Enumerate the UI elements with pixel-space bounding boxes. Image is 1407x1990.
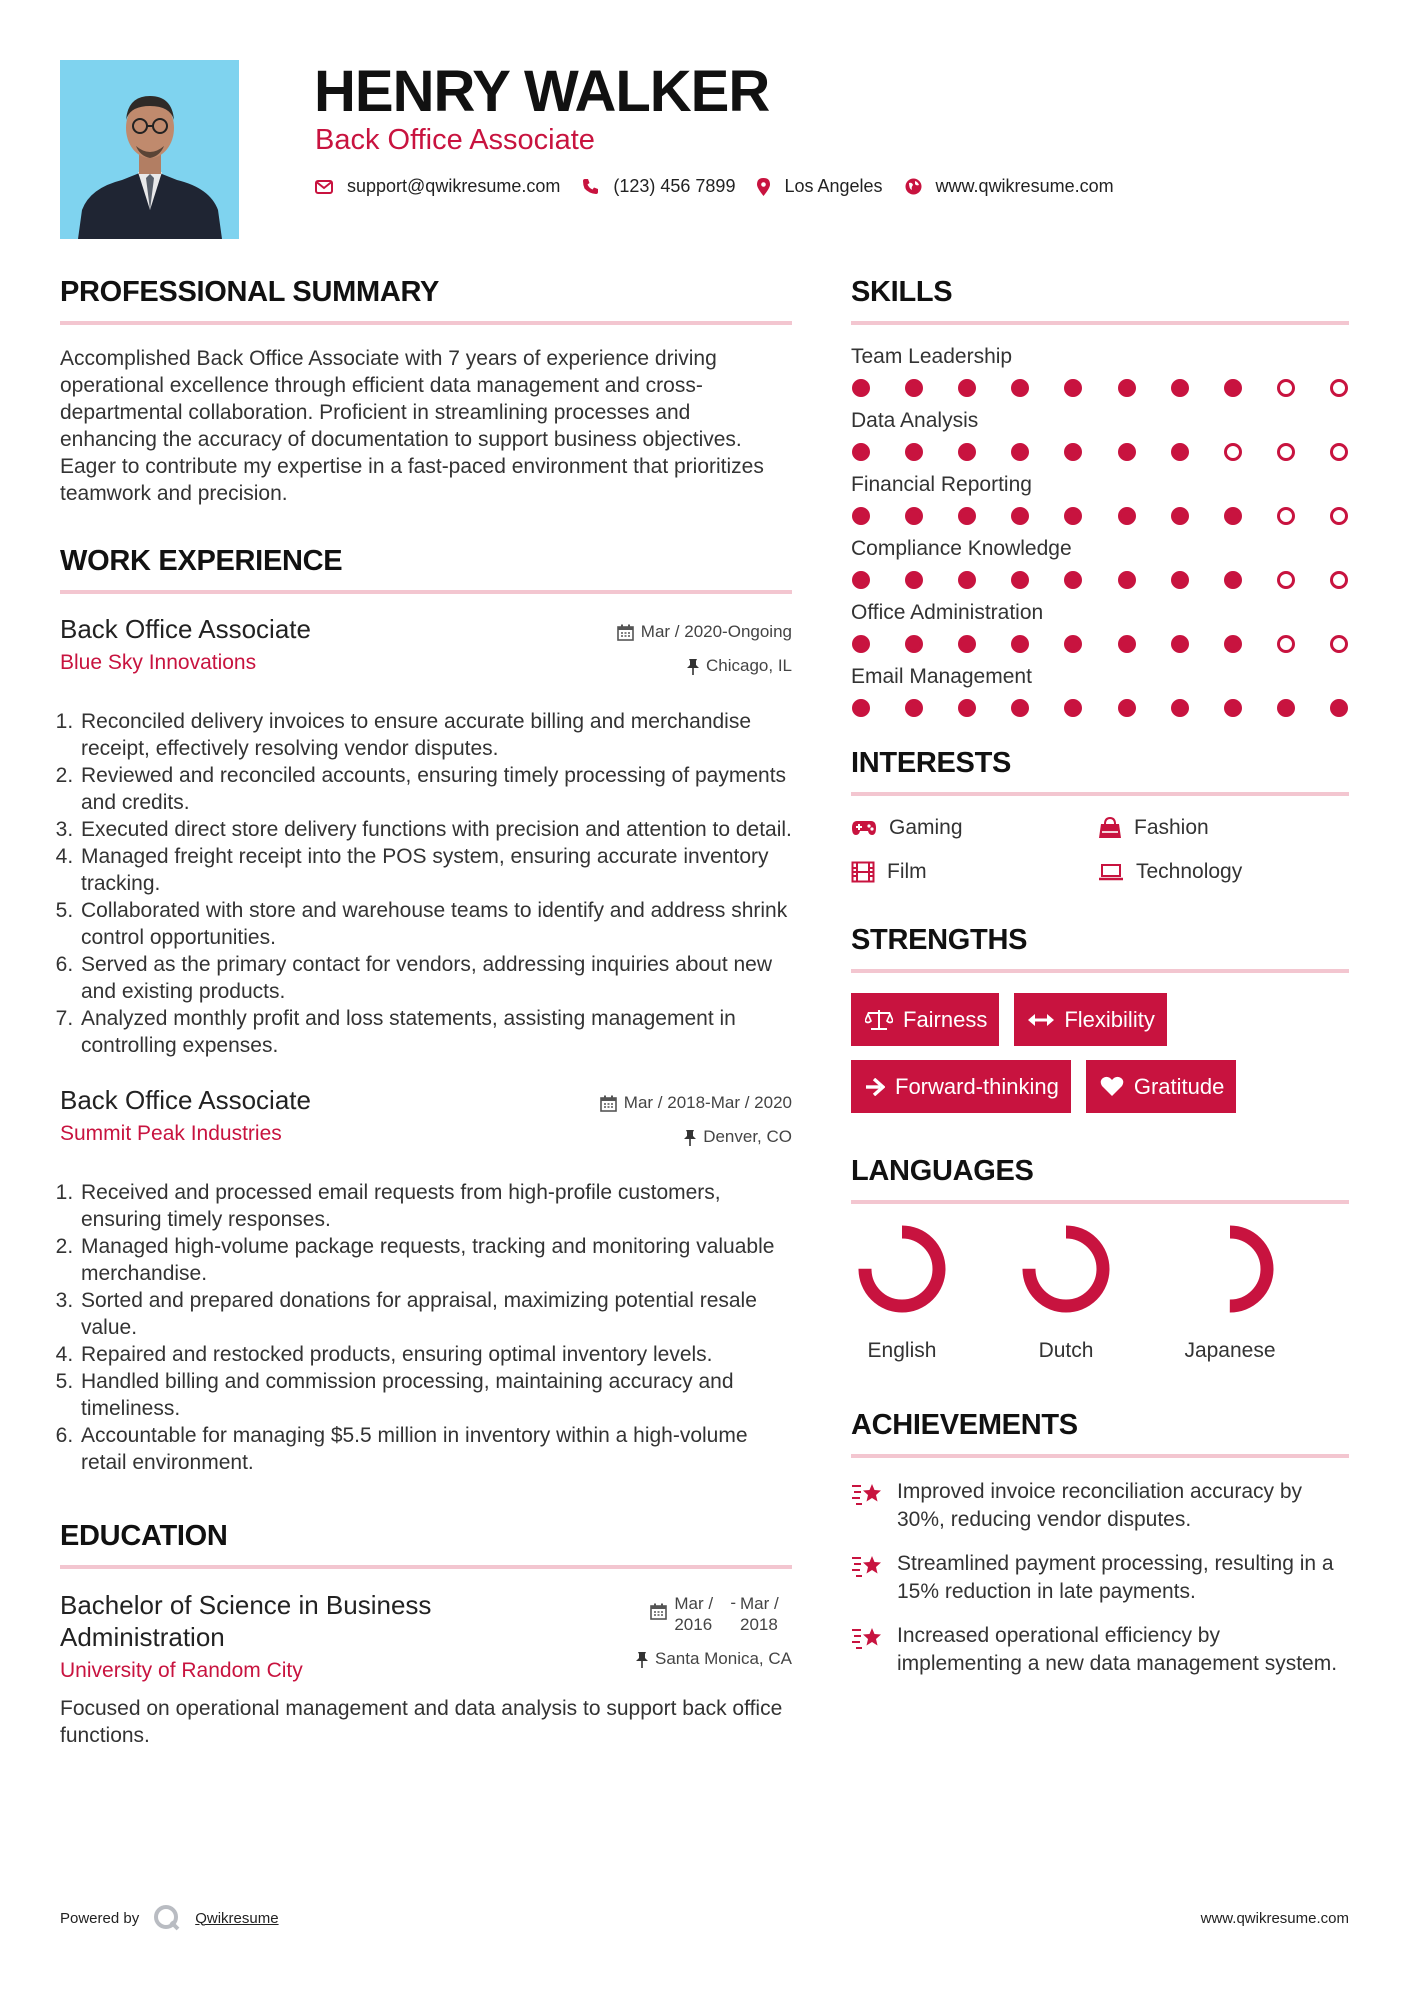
gamepad-icon — [851, 819, 877, 837]
rating-dot-filled — [852, 379, 870, 397]
rating-dot-filled — [1011, 443, 1029, 461]
rating-dot-filled — [905, 635, 923, 653]
rating-dot-filled — [958, 571, 976, 589]
interest-label: Film — [887, 860, 927, 883]
duty-item: 6. Served as the primary contact for vendors, addressing inquiries about new and existing products. — [79, 951, 792, 1005]
skill-name: Team Leadership — [851, 345, 1013, 368]
education-dates — [636, 1593, 792, 1635]
language-proficiency-ring — [1185, 1224, 1275, 1314]
right-column — [851, 276, 1349, 1694]
strength-label: Gratitude — [1133, 1073, 1225, 1099]
skill-rating — [851, 507, 1349, 525]
rating-dot-filled — [852, 507, 870, 525]
rating-dot-filled — [958, 699, 976, 717]
pushpin-icon — [687, 658, 699, 675]
map-marker-icon — [757, 178, 770, 196]
contact-location — [757, 176, 882, 197]
heart-icon — [1100, 1076, 1124, 1097]
rating-dot-filled — [1171, 635, 1189, 653]
envelope-icon — [315, 180, 333, 194]
skill-item — [851, 409, 1349, 461]
interest-item — [1098, 816, 1348, 840]
achievement-item — [851, 1622, 1349, 1678]
rating-dot-filled — [1118, 443, 1136, 461]
education-end: Mar / 2018 — [740, 1594, 779, 1634]
duty-item: 4. Managed freight receipt into the POS system, ensuring accurate inventory tracking. — [79, 843, 792, 897]
rating-dot-filled — [1118, 379, 1136, 397]
rating-dot-empty — [1277, 507, 1295, 525]
skills-heading: SKILLS — [851, 276, 1349, 325]
rating-dot-filled — [1064, 443, 1082, 461]
achievement-text: Improved invoice reconciliation accuracy by 30%, reducing vendor disputes. — [897, 1480, 1303, 1531]
achievements-section — [851, 1409, 1349, 1678]
rating-dot-filled — [852, 635, 870, 653]
duty-item: 6. Accountable for managing $5.5 million in inventory within a high-volume retail environment. — [79, 1422, 792, 1476]
rating-dot-filled — [1118, 699, 1136, 717]
rating-dot-filled — [1224, 571, 1242, 589]
skill-rating — [851, 635, 1349, 653]
interests-heading: INTERESTS — [851, 747, 1349, 796]
skill-item — [851, 665, 1349, 717]
skill-rating — [851, 443, 1349, 461]
rating-dot-filled — [1064, 571, 1082, 589]
rating-dot-filled — [1171, 507, 1189, 525]
interests-section — [851, 747, 1349, 884]
strengths-heading: STRENGTHS — [851, 924, 1349, 973]
skills-section — [851, 276, 1349, 717]
language-proficiency-ring — [1021, 1224, 1111, 1314]
rating-dot-filled — [852, 699, 870, 717]
qwikresume-logo-icon — [153, 1904, 181, 1932]
job-dates-text: Mar / 2020-Ongoing — [640, 622, 792, 641]
rating-dot-empty — [1277, 635, 1295, 653]
rating-dot-empty — [1330, 379, 1348, 397]
duty-item: 1. Received and processed email requests from high-profile customers, ensuring timely responses. — [79, 1179, 792, 1233]
achievement-item — [851, 1550, 1349, 1606]
languages-section — [851, 1155, 1349, 1363]
rating-dot-filled — [958, 635, 976, 653]
duty-item: 5. Collaborated with store and warehouse teams to identify and address shrink control opportunities. — [79, 897, 792, 951]
profile-photo — [60, 60, 239, 239]
globe-icon — [905, 178, 922, 195]
shooting-star-icon — [851, 1480, 883, 1508]
job-location-text: Denver, CO — [703, 1127, 792, 1146]
calendar-icon — [600, 1095, 617, 1112]
duty-item: 5. Handled billing and commission processing, maintaining accuracy and timeliness. — [79, 1368, 792, 1422]
contact-phone-text: (123) 456 7899 — [613, 176, 736, 196]
interest-item — [1098, 860, 1348, 884]
language-name: Dutch — [1038, 1339, 1094, 1362]
rating-dot-filled — [958, 507, 976, 525]
rating-dot-filled — [1224, 507, 1242, 525]
languages-list — [851, 1224, 1349, 1363]
rating-dot-filled — [1224, 699, 1242, 717]
shooting-star-icon — [851, 1552, 883, 1580]
interest-label: Technology — [1136, 860, 1243, 883]
footer — [60, 1904, 1349, 1932]
rating-dot-filled — [1171, 379, 1189, 397]
rating-dot-empty — [1277, 571, 1295, 589]
film-icon — [851, 861, 875, 883]
strength-badge — [851, 1060, 1071, 1113]
experience-section — [60, 545, 792, 1476]
balance-scale-icon — [865, 1009, 893, 1031]
skill-rating — [851, 571, 1349, 589]
duty-item: 4. Repaired and restocked products, ensuring optimal inventory levels. — [79, 1341, 792, 1368]
strength-label: Fairness — [903, 1006, 988, 1032]
rating-dot-filled — [1011, 379, 1029, 397]
experience-heading: WORK EXPERIENCE — [60, 545, 792, 594]
shooting-star-icon — [851, 1624, 883, 1652]
powered-by-text: Powered by — [60, 1909, 140, 1927]
powered-by — [60, 1904, 279, 1932]
rating-dot-filled — [1330, 699, 1348, 717]
education-location — [636, 1649, 792, 1669]
contact-location-text: Los Angeles — [784, 176, 883, 196]
interest-item — [851, 816, 1098, 840]
strength-badge — [851, 993, 999, 1046]
job-title: Back Office Associate — [60, 1085, 311, 1115]
language-proficiency-arc — [1193, 1232, 1267, 1306]
strength-label: Forward-thinking — [895, 1073, 1059, 1099]
languages-heading: LANGUAGES — [851, 1155, 1349, 1204]
summary-section — [60, 276, 792, 507]
rating-dot-empty — [1277, 379, 1295, 397]
rating-dot-filled — [1011, 571, 1029, 589]
contact-phone[interactable] — [582, 176, 735, 197]
duty-item: 2. Reviewed and reconciled accounts, ensuring timely processing of payments and credits. — [79, 762, 792, 816]
pushpin-icon — [684, 1129, 696, 1146]
language-name: Japanese — [1184, 1339, 1276, 1362]
left-column — [60, 276, 792, 1749]
skill-item — [851, 537, 1349, 589]
contact-website-text: www.qwikresume.com — [935, 176, 1114, 196]
contact-email[interactable] — [315, 176, 560, 197]
rating-dot-filled — [1224, 635, 1242, 653]
rating-dot-filled — [905, 571, 923, 589]
skill-item — [851, 345, 1349, 397]
job-location-text: Chicago, IL — [706, 656, 792, 675]
language-name: English — [867, 1339, 937, 1362]
language-item — [1185, 1224, 1349, 1363]
education-location-text: Santa Monica, CA — [654, 1649, 792, 1668]
rating-dot-empty — [1224, 443, 1242, 461]
shopping-bag-icon — [1098, 817, 1122, 839]
rating-dot-filled — [1011, 699, 1029, 717]
strength-label: Flexibility — [1064, 1006, 1155, 1032]
job-dates — [617, 622, 792, 642]
duty-item: 2. Managed high-volume package requests, tracking and monitoring valuable merchandise. — [79, 1233, 792, 1287]
candidate-name: HENRY WALKER — [314, 59, 770, 124]
strength-badge — [1014, 993, 1166, 1046]
rating-dot-filled — [905, 443, 923, 461]
school-name: University of Random City — [60, 1659, 303, 1682]
arrow-right-icon — [865, 1078, 885, 1096]
rating-dot-filled — [1064, 635, 1082, 653]
achievement-text: Increased operational efficiency by implementing a new data management system. — [897, 1624, 1338, 1675]
rating-dot-filled — [1064, 379, 1082, 397]
summary-heading: PROFESSIONAL SUMMARY — [60, 276, 792, 325]
rating-dot-filled — [852, 571, 870, 589]
rating-dot-filled — [1171, 443, 1189, 461]
job-title: Back Office Associate — [60, 614, 311, 644]
rating-dot-empty — [1330, 635, 1348, 653]
skill-name: Financial Reporting — [851, 473, 1032, 496]
language-proficiency-arc — [865, 1232, 939, 1306]
rating-dot-filled — [1011, 507, 1029, 525]
skill-name: Email Management — [851, 665, 1032, 688]
rating-dot-empty — [1330, 507, 1348, 525]
skills-list — [851, 345, 1349, 717]
contact-website[interactable] — [905, 176, 1114, 197]
achievement-text: Streamlined payment processing, resulting in a 15% reduction in late payments. — [897, 1552, 1334, 1603]
duty-item: 3. Sorted and prepared donations for appraisal, maximizing potential resale value. — [79, 1287, 792, 1341]
language-proficiency-ring — [857, 1224, 947, 1314]
rating-dot-filled — [1064, 699, 1082, 717]
duty-list — [60, 708, 792, 1059]
rating-dot-filled — [1277, 699, 1295, 717]
interest-label: Gaming — [889, 816, 963, 839]
rating-dot-filled — [1118, 635, 1136, 653]
language-item — [857, 1224, 1021, 1363]
rating-dot-empty — [1330, 571, 1348, 589]
rating-dot-filled — [1011, 635, 1029, 653]
rating-dot-filled — [852, 443, 870, 461]
contact-email-text: support@qwikresume.com — [347, 176, 561, 196]
date-separator: - — [730, 1593, 736, 1612]
job-location — [617, 656, 792, 676]
skill-name: Office Administration — [851, 601, 1044, 624]
rating-dot-filled — [1064, 507, 1082, 525]
skill-rating — [851, 379, 1349, 397]
laptop-icon — [1098, 863, 1124, 881]
degree-title: Bachelor of Science in Business Administration — [60, 1590, 432, 1652]
interest-label: Fashion — [1134, 816, 1209, 839]
rating-dot-filled — [1224, 379, 1242, 397]
job-dates-text: Mar / 2018-Mar / 2020 — [623, 1093, 792, 1112]
job-location — [600, 1127, 792, 1147]
phone-icon — [582, 178, 599, 195]
candidate-title: Back Office Associate — [315, 124, 595, 156]
duty-item: 7. Analyzed monthly profit and loss statements, assisting management in controlling expenses. — [79, 1005, 792, 1059]
pushpin-icon — [636, 1651, 648, 1668]
rating-dot-empty — [1330, 443, 1348, 461]
duty-list — [60, 1179, 792, 1476]
strength-badge — [1086, 1060, 1237, 1113]
interest-item — [851, 860, 1098, 884]
education-section — [60, 1520, 792, 1749]
footer-website[interactable]: www.qwikresume.com — [1200, 1909, 1349, 1927]
rating-dot-filled — [958, 443, 976, 461]
language-proficiency-arc — [1029, 1232, 1103, 1306]
job-company: Blue Sky Innovations — [60, 651, 257, 674]
education-description: Focused on operational management and data analysis to support back office functions. — [60, 1697, 783, 1747]
summary-text: Accomplished Back Office Associate with 7 years of experience driving operational excellence through efficient data management and cross-departmental collaboration. Proficient in streamlining processes and enhancing the accuracy of documentation to support business objectives. Eager to contribute my expertise in a fast-paced environment that prioritizes teamwork and precision. — [60, 347, 764, 505]
rating-dot-filled — [1171, 571, 1189, 589]
achievements-heading: ACHIEVEMENTS — [851, 1409, 1349, 1458]
achievement-item — [851, 1478, 1349, 1534]
education-start: Mar / 2016 — [674, 1594, 714, 1634]
skill-name: Compliance Knowledge — [851, 537, 1072, 560]
arrows-horizontal-icon — [1028, 1013, 1054, 1027]
skill-item — [851, 473, 1349, 525]
job-company: Summit Peak Industries — [60, 1122, 282, 1145]
rating-dot-filled — [958, 379, 976, 397]
rating-dot-filled — [1118, 571, 1136, 589]
rating-dot-filled — [1118, 507, 1136, 525]
rating-dot-empty — [1277, 443, 1295, 461]
job-dates — [600, 1093, 792, 1113]
rating-dot-filled — [905, 699, 923, 717]
rating-dot-filled — [905, 507, 923, 525]
brand-link[interactable]: Qwikresume — [195, 1909, 279, 1927]
language-item — [1021, 1224, 1185, 1363]
skill-rating — [851, 699, 1349, 717]
rating-dot-filled — [905, 379, 923, 397]
calendar-icon — [617, 624, 634, 641]
skill-item — [851, 601, 1349, 653]
job-entry — [60, 614, 792, 1059]
duty-item: 3. Executed direct store delivery functions with precision and attention to detail. — [79, 816, 792, 843]
skill-name: Data Analysis — [851, 409, 979, 432]
contact-bar — [315, 176, 1136, 197]
duty-item: 1. Reconciled delivery invoices to ensure accurate billing and merchandise receipt, effectively resolving vendor disputes. — [79, 708, 792, 762]
calendar-icon — [650, 1603, 667, 1620]
rating-dot-filled — [1171, 699, 1189, 717]
job-entry — [60, 1085, 792, 1476]
strengths-section — [851, 924, 1349, 1113]
education-heading: EDUCATION — [60, 1520, 792, 1569]
